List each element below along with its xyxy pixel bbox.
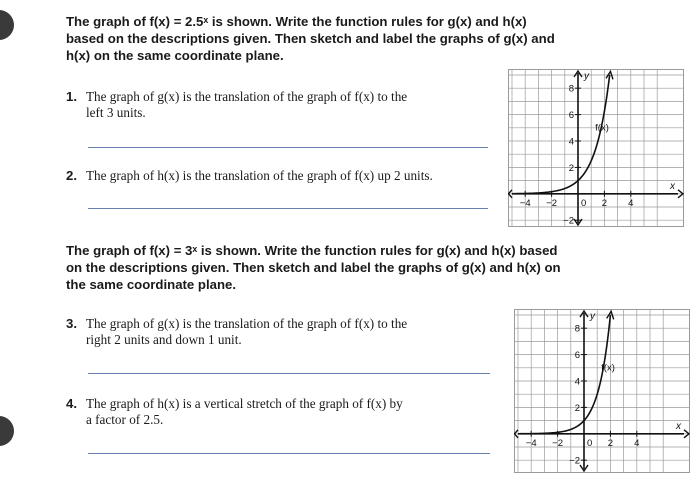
- answer-line-2[interactable]: [88, 208, 488, 209]
- answer-line-1[interactable]: [88, 147, 488, 148]
- y-tick-label: 8: [568, 83, 574, 95]
- x-tick-label: 2: [607, 437, 614, 449]
- instruction-line: h(x) on the same coordinate plane.: [66, 48, 284, 63]
- problem-text-line: The graph of h(x) is the translation of the graph of f(x) up 2 units.: [86, 168, 433, 183]
- y-tick-label: 6: [568, 110, 574, 122]
- problem-text-line: The graph of g(x) is the translation of the graph of f(x) to the: [86, 89, 408, 104]
- x-tick-label: 4: [634, 437, 640, 449]
- y-axis-label: y: [584, 71, 589, 82]
- answer-line-3[interactable]: [88, 373, 490, 374]
- binder-hole: [0, 10, 14, 40]
- y-tick-label: 6: [574, 350, 580, 362]
- x-tick-label: −2: [546, 197, 558, 209]
- y-tick-label: 4: [574, 376, 580, 388]
- x-axis-label: x: [670, 180, 675, 192]
- coordinate-plane-2[interactable]: [514, 309, 690, 473]
- problem-text: [86, 168, 433, 184]
- y-tick-label: −2: [563, 215, 574, 227]
- problem-text: [86, 316, 407, 348]
- binder-hole: [0, 416, 14, 446]
- section-1-instructions: [66, 13, 555, 64]
- y-tick-label: 8: [574, 323, 580, 335]
- problem-number: 3.: [66, 316, 77, 331]
- problem-text-line: right 2 units and down 1 unit.: [86, 332, 242, 347]
- answer-line-4[interactable]: [88, 453, 490, 454]
- x-tick-label: −4: [525, 437, 537, 449]
- problem-text-line: The graph of h(x) is a vertical stretch of the graph of f(x) by: [86, 396, 403, 411]
- problem-text: [86, 89, 407, 121]
- x-tick-label: 4: [628, 197, 634, 209]
- x-axis-label: x: [676, 420, 681, 432]
- instruction-line: The graph of f(x) = 2.5ˣ is shown. Write the function rules for g(x) and h(x): [66, 14, 527, 29]
- y-tick-label: 4: [568, 136, 574, 148]
- problem-2: [66, 168, 433, 184]
- section-2-instructions: [66, 242, 561, 293]
- instruction-line: based on the descriptions given. Then sketch and label the graphs of g(x) and: [66, 31, 555, 46]
- x-tick-label: 0: [587, 437, 593, 449]
- problem-number: 4.: [66, 396, 77, 411]
- problem-text-line: The graph of g(x) is the translation of the graph of f(x) to the: [86, 316, 408, 331]
- problem-number: 1.: [66, 89, 77, 104]
- curve-label: f(x): [601, 362, 615, 374]
- problem-text: [86, 396, 403, 428]
- instruction-line: the same coordinate plane.: [66, 277, 237, 292]
- y-tick-label: 2: [574, 402, 580, 414]
- problem-1: [66, 89, 407, 121]
- x-tick-label: 0: [581, 197, 587, 209]
- y-tick-label: −2: [569, 455, 580, 467]
- problem-text-line: left 3 units.: [86, 105, 146, 120]
- problem-number: 2.: [66, 168, 77, 183]
- curve-label: f(x): [595, 122, 609, 134]
- instruction-line: The graph of f(x) = 3ˣ is shown. Write the function rules for g(x) and h(x) based: [66, 243, 558, 258]
- y-axis-label: y: [590, 311, 595, 322]
- x-tick-label: −2: [552, 437, 564, 449]
- problem-text-line: a factor of 2.5.: [86, 412, 164, 427]
- problem-4: [66, 396, 403, 428]
- coordinate-plane-1[interactable]: [508, 69, 684, 227]
- instruction-line: on the descriptions given. Then sketch and label the graphs of g(x) and h(x) on: [66, 260, 561, 275]
- y-tick-label: 2: [568, 162, 574, 174]
- x-tick-label: −4: [519, 197, 531, 209]
- x-tick-label: 2: [601, 197, 608, 209]
- problem-3: [66, 316, 407, 348]
